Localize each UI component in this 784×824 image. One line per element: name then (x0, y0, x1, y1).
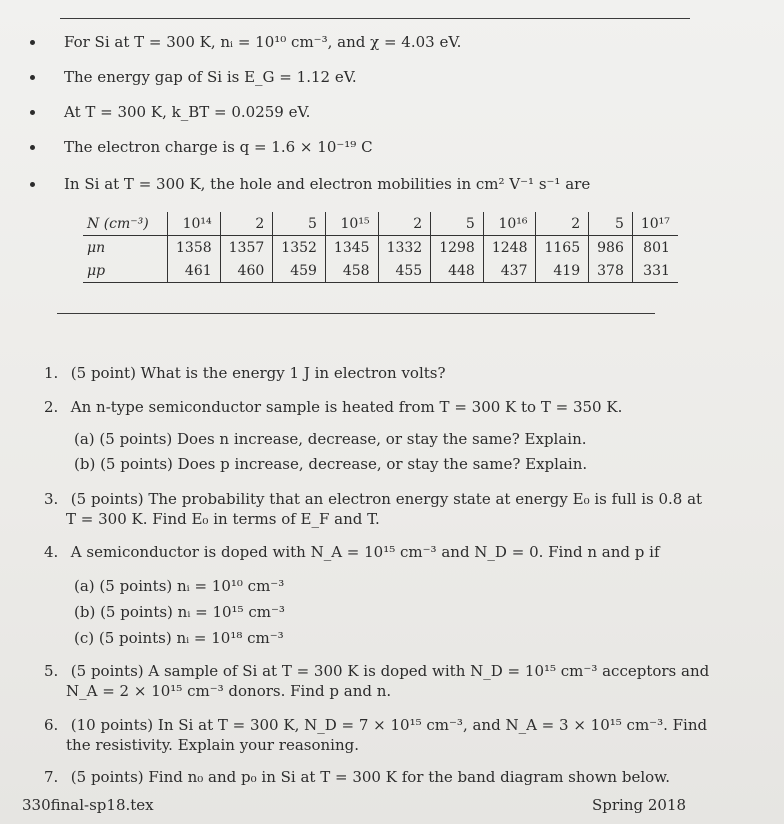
question-text: (5 point) What is the energy 1 J in electron volts? (70, 364, 446, 382)
bullet-text: At T = 300 K, k_BT = 0.0259 eV. (64, 103, 311, 121)
question-2 (44, 398, 622, 416)
top-rule (60, 18, 690, 19)
subpart-2b: (b) (5 points) Does p increase, decrease, or stay the same? Explain. (74, 455, 588, 473)
mobility-table (83, 212, 678, 283)
table-cell: 5 (431, 212, 484, 236)
subpart-4b: (b) (5 points) nᵢ = 10¹⁵ cm⁻³ (74, 603, 285, 621)
subpart-4a: (a) (5 points) nᵢ = 10¹⁰ cm⁻³ (74, 577, 285, 595)
question-text: An n-type semiconductor sample is heated from T = 300 K to T = 350 K. (70, 398, 623, 416)
table-cell: 378 (589, 259, 633, 283)
question-6 (44, 716, 707, 734)
question-5 (44, 662, 709, 680)
bullet-dot-icon (30, 40, 35, 45)
question-number: 3. (44, 490, 59, 508)
bullet-text: In Si at T = 300 K, the hole and electron mobilities in cm² V⁻¹ s⁻¹ are (64, 175, 591, 193)
table-cell: 331 (632, 259, 678, 283)
question-number: 6. (44, 716, 59, 734)
table-cell: 5 (273, 212, 326, 236)
question-number: 4. (44, 543, 59, 561)
table-cell: 2 (378, 212, 431, 236)
table-cell: 461 (168, 259, 221, 283)
footer-filename: 330final-sp18.tex (22, 796, 154, 814)
table-cell: 1332 (378, 236, 431, 260)
table-cell: 448 (431, 259, 484, 283)
table-cell: 437 (483, 259, 536, 283)
table-cell: 459 (273, 259, 326, 283)
table-cell: 2 (536, 212, 589, 236)
question-3 (44, 490, 702, 508)
bullet-text: For Si at T = 300 K, nᵢ = 10¹⁰ cm⁻³, and χ = 4.03 eV. (64, 33, 462, 51)
table-header-row (83, 212, 678, 236)
footer-term: Spring 2018 (592, 796, 687, 814)
question-number: 5. (44, 662, 59, 680)
table-cell: 1352 (273, 236, 326, 260)
question-3-continuation: T = 300 K. Find E₀ in terms of E_F and T. (66, 510, 380, 528)
bullet-text: The electron charge is q = 1.6 × 10⁻¹⁹ C (64, 138, 373, 156)
table-cell: 458 (325, 259, 378, 283)
table-cell: 419 (536, 259, 589, 283)
bullet-dot-icon (30, 75, 35, 80)
table-cell: μp (83, 259, 168, 283)
question-6-continuation: the resistivity. Explain your reasoning. (66, 736, 360, 754)
question-text: (5 points) A sample of Si at T = 300 K is doped with N_D = 10¹⁵ cm⁻³ acceptors and (70, 662, 710, 680)
table-cell: 1248 (483, 236, 536, 260)
table-cell: 1345 (325, 236, 378, 260)
table-cell: 455 (378, 259, 431, 283)
question-5-continuation: N_A = 2 × 10¹⁵ cm⁻³ donors. Find p and n. (66, 682, 392, 700)
table-cell: 10¹⁵ (325, 212, 378, 236)
bullet-text: The energy gap of Si is E_G = 1.12 eV. (64, 68, 357, 86)
question-text: (10 points) In Si at T = 300 K, N_D = 7 × 10¹⁵ cm⁻³, and N_A = 3 × 10¹⁵ cm⁻³. Find (70, 716, 708, 734)
table-cell: N (cm⁻³) (83, 212, 168, 236)
table-cell: 986 (589, 236, 633, 260)
table-cell: 1165 (536, 236, 589, 260)
table-cell: μn (83, 236, 168, 260)
bullet-dot-icon (30, 145, 35, 150)
subpart-4c: (c) (5 points) nᵢ = 10¹⁸ cm⁻³ (74, 629, 284, 647)
table-cell: 1357 (220, 236, 273, 260)
table-cell: 2 (220, 212, 273, 236)
table-cell: 801 (643, 239, 670, 256)
table-cell: 10¹⁴ (168, 212, 221, 236)
question-text: (5 points) Find n₀ and p₀ in Si at T = 300 K for the band diagram shown below. (70, 768, 670, 786)
question-number: 1. (44, 364, 59, 382)
section-rule (57, 313, 655, 314)
question-7 (44, 768, 670, 786)
question-number: 2. (44, 398, 59, 416)
question-1 (44, 364, 446, 382)
table-cell: 5 (589, 212, 633, 236)
bullet-dot-icon (30, 110, 35, 115)
table-cell: 1298 (431, 236, 484, 260)
table-cell: 10¹⁷ (632, 212, 678, 236)
table-row (83, 259, 678, 283)
question-4 (44, 543, 660, 561)
table-cell: 10¹⁶ (483, 212, 536, 236)
question-text: (5 points) The probability that an electron energy state at energy E₀ is full is 0.8 at (70, 490, 703, 508)
bullet-dot-icon (30, 182, 35, 187)
subpart-2a: (a) (5 points) Does n increase, decrease, or stay the same? Explain. (74, 430, 587, 448)
table-row (83, 236, 678, 260)
table-cell: 460 (220, 259, 273, 283)
question-text: A semiconductor is doped with N_A = 10¹⁵ cm⁻³ and N_D = 0. Find n and p if (70, 543, 660, 561)
table-cell: 1358 (168, 236, 221, 260)
question-number: 7. (44, 768, 59, 786)
